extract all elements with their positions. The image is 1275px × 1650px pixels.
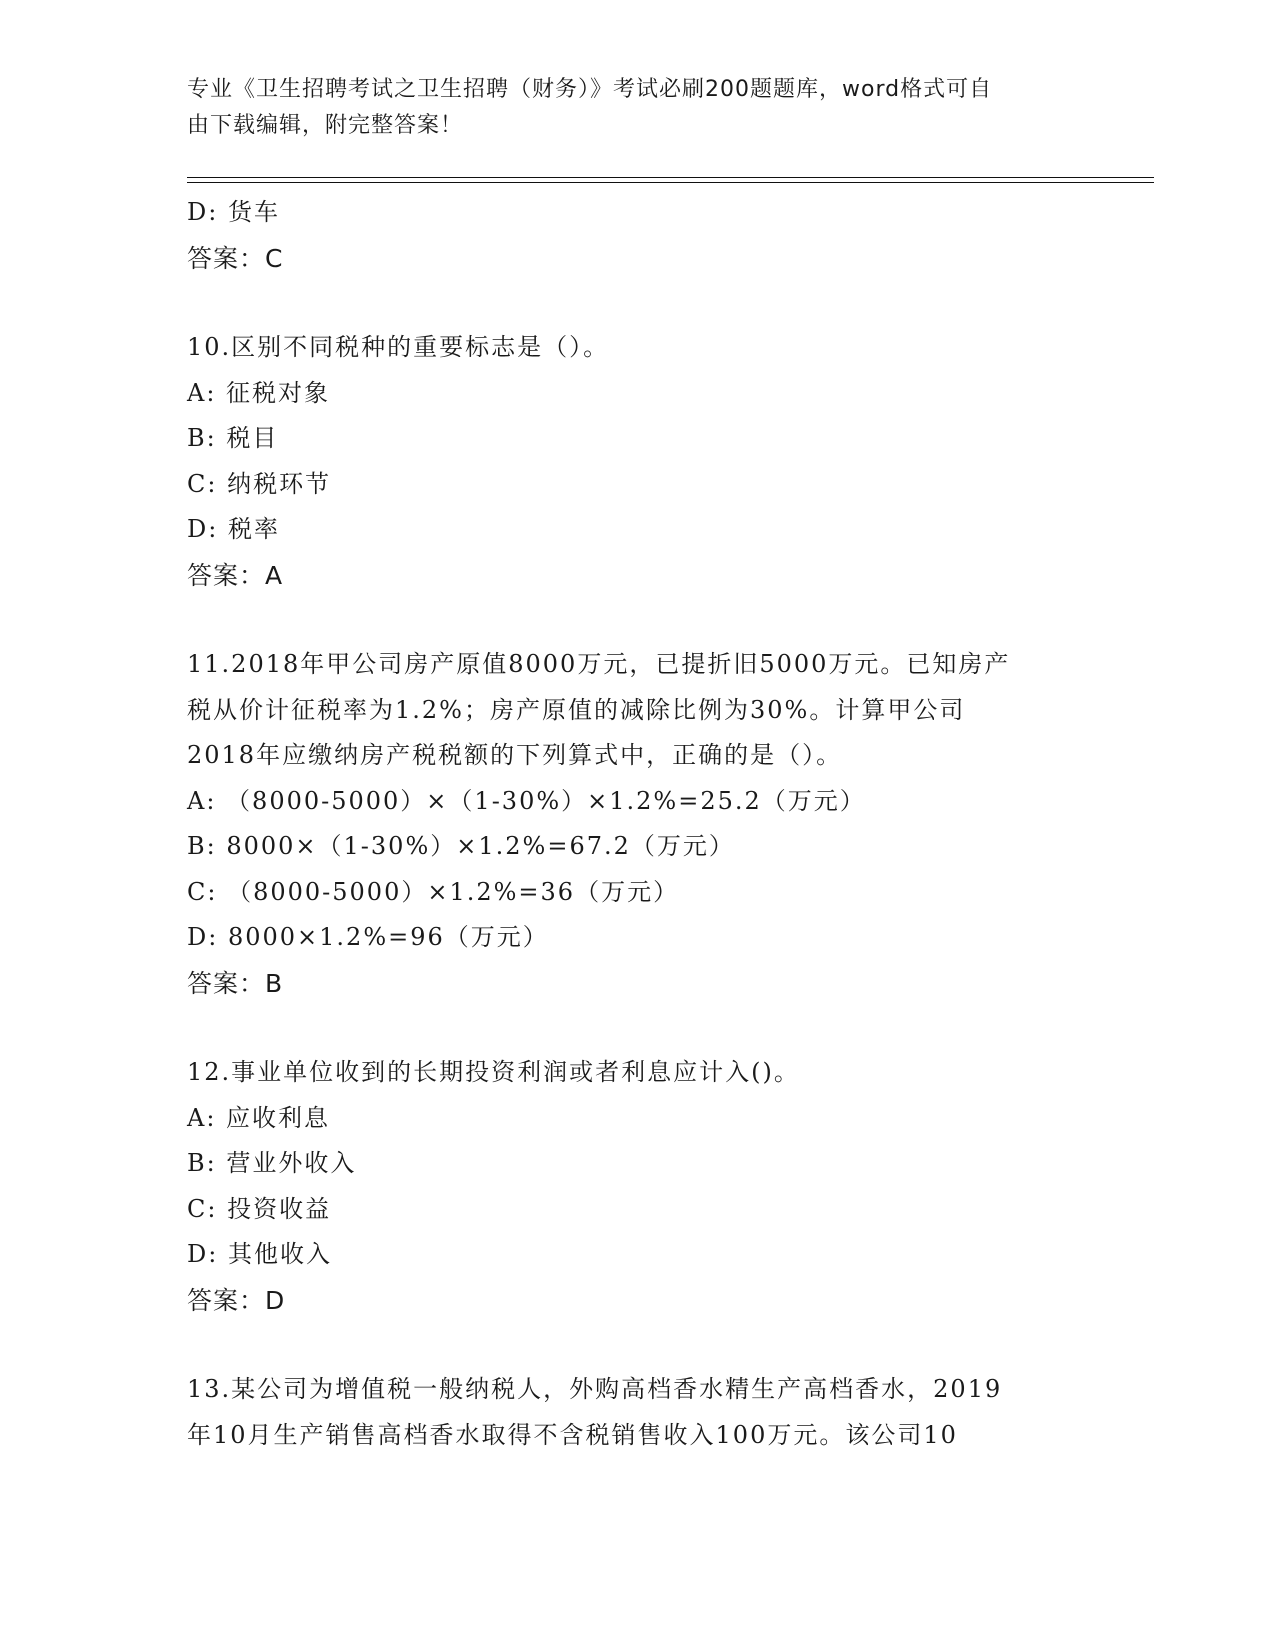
question-13	[187, 1367, 1087, 1458]
question-stem: 年10月生产销售高档香水取得不含税销售收入100万元。该公司10	[187, 1420, 958, 1449]
spacer	[187, 598, 1087, 642]
option-c: C: 投资收益	[187, 1194, 332, 1223]
question-stem: 11.2018年甲公司房产原值8000万元，已提折旧5000万元。已知房产	[187, 650, 1011, 678]
answer-line: 答案：C	[187, 243, 284, 273]
option-b: B: 税目	[187, 424, 279, 452]
option-d: D: 8000×1.2%=96（万元）	[187, 923, 549, 951]
answer-line: 答案：B	[187, 968, 284, 998]
header-line-2: 由下载编辑，附完整答案！	[187, 113, 464, 138]
question-stem: 13.某公司为增值税一般纳税人，外购高档香水精生产高档香水，2019	[187, 1375, 1003, 1403]
spacer	[187, 281, 1087, 325]
option-a: A: （8000-5000）×（1-30%）×1.2%=25.2（万元）	[187, 786, 866, 815]
option-c: C: 纳税环节	[187, 469, 332, 498]
spacer	[187, 1323, 1087, 1367]
option-d: D: 税率	[187, 515, 280, 543]
option-b: B: 8000×（1-30%）×1.2%=67.2（万元）	[187, 832, 735, 860]
question-stem: 税从价计征税率为1.2%；房产原值的减除比例为30%。计算甲公司	[187, 695, 966, 724]
answer-line: 答案：D	[187, 1285, 286, 1315]
header-divider-top	[187, 177, 1154, 178]
question-stem: 12.事业单位收到的长期投资利润或者利息应计入()。	[187, 1058, 800, 1086]
option-b: B: 营业外收入	[187, 1149, 357, 1177]
document-body	[187, 190, 1087, 1458]
question-stem: 10.区别不同税种的重要标志是（）。	[187, 333, 610, 361]
header-line-1: 专业《卫生招聘考试之卫生招聘（财务）》考试必刷200题题库，word格式可自	[187, 77, 993, 102]
option-d: D: 其他收入	[187, 1240, 332, 1268]
question-9-tail	[187, 190, 1087, 281]
option-a: A: 征税对象	[187, 378, 331, 407]
question-stem: 2018年应缴纳房产税税额的下列算式中，正确的是（）。	[187, 741, 843, 769]
answer-line: 答案：A	[187, 560, 284, 590]
question-11	[187, 642, 1087, 1006]
question-12	[187, 1050, 1087, 1323]
spacer	[187, 1006, 1087, 1050]
document-header	[187, 72, 1077, 144]
header-divider-bottom	[187, 182, 1154, 183]
option-c: C: （8000-5000）×1.2%=36（万元）	[187, 877, 680, 906]
option-d: D: 货车	[187, 198, 280, 226]
question-10	[187, 325, 1087, 598]
option-a: A: 应收利息	[187, 1103, 331, 1132]
